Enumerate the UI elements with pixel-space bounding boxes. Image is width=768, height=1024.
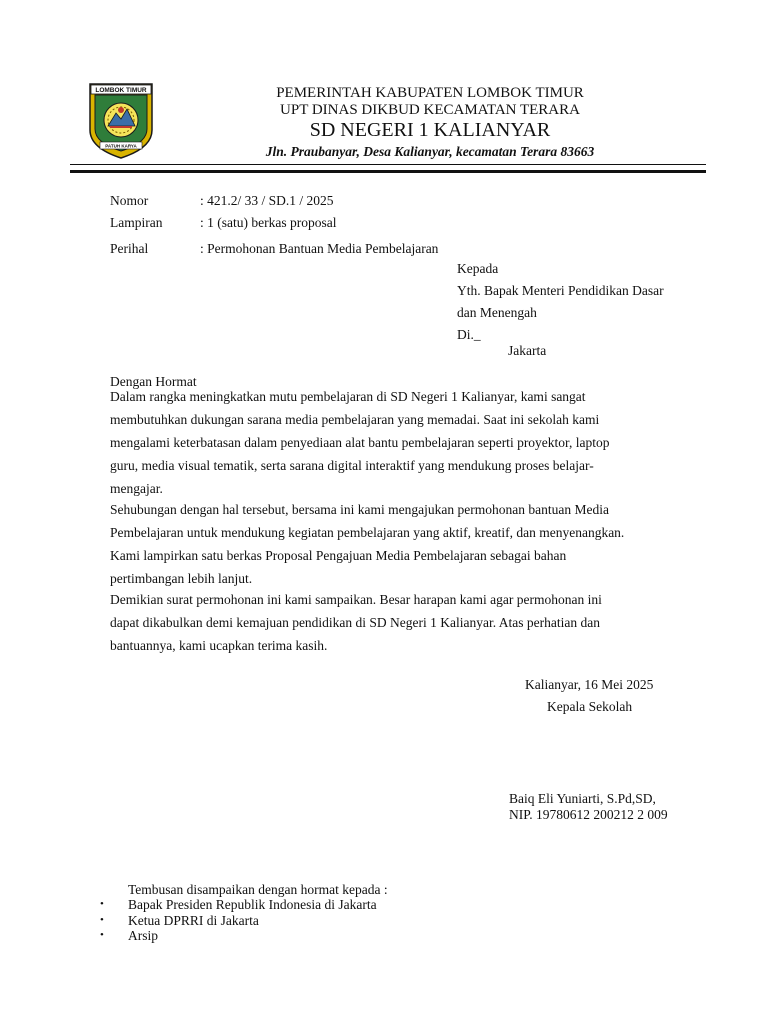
signatory-nip: NIP. 19780612 200212 2 009 (509, 807, 668, 822)
paragraph-line: Sehubungan dengan hal tersebut, bersama ini kami mengajukan permohonan bantuan Media (110, 502, 609, 517)
recipient-di: Di._ (457, 327, 481, 342)
recipient-city: Jakarta (508, 343, 547, 358)
perihal-label: Perihal (110, 241, 149, 256)
paragraph-line: Demikian surat permohonan ini kami sampaikan. Besar harapan kami agar permohonan ini (110, 592, 602, 607)
paragraph-2 (110, 498, 686, 590)
recipient-line-1: Yth. Bapak Menteri Pendidikan Dasar (457, 283, 664, 298)
paragraph-line: mengajar. (110, 481, 163, 496)
svg-text:PATUH KARYA: PATUH KARYA (105, 143, 137, 149)
nomor-label: Nomor (110, 193, 149, 208)
signatory-role: Kepala Sekolah (547, 699, 633, 714)
tembusan-list (100, 897, 377, 944)
paragraph-line: membutuhkan dukungan sarana media pembelajaran yang memadai. Saat ini sekolah kami (110, 412, 600, 427)
svg-text:LOMBOK TIMUR: LOMBOK TIMUR (95, 87, 147, 94)
list-item: • Ketua DPRRI di Jakarta (100, 913, 377, 929)
lampiran-label: Lampiran (110, 215, 163, 230)
list-item: • Arsip (100, 928, 377, 944)
paragraph-line: mengalami keterbatasan dalam penyediaan alat bantu pembelajaran seperti proyektor, laptop (110, 435, 610, 450)
paragraph-line: guru, media visual tematik, serta sarana digital interaktif yang mendukung proses belajar- (110, 458, 594, 473)
paragraph-line: bantuannya, kami ucapkan terima kasih. (110, 638, 328, 653)
header-address: Jln. Praubanyar, Desa Kalianyar, kecamatan Terara 83663 (265, 144, 595, 159)
paragraph-line: Pembelajaran untuk mendukung kegiatan pembelajaran yang aktif, kreatif, dan menyenangkan. (110, 525, 625, 540)
perihal-value: : Permohonan Bantuan Media Pembelajaran (200, 241, 439, 256)
header-school-name: SD NEGERI 1 KALIANYAR (309, 119, 551, 141)
paragraph-3 (110, 588, 686, 657)
nomor-value: : 421.2/ 33 / SD.1 / 2025 (200, 193, 334, 208)
signatory-name: Baiq Eli Yuniarti, S.Pd,SD, (509, 791, 656, 806)
paragraph-line: Dalam rangka meningkatkan mutu pembelajaran di SD Negeri 1 Kalianyar, kami sangat (110, 389, 586, 404)
place-date: Kalianyar, 16 Mei 2025 (525, 677, 654, 692)
paragraph-line: Kami lampirkan satu berkas Proposal Pengajuan Media Pembelajaran sebagai bahan (110, 548, 567, 563)
tembusan-intro: Tembusan disampaikan dengan hormat kepada : (128, 882, 388, 897)
paragraph-line: pertimbangan lebih lanjut. (110, 571, 253, 586)
header-divider-thin (70, 164, 706, 165)
header-government: PEMERINTAH KABUPATEN LOMBOK TIMUR (276, 85, 584, 101)
recipient-kepada: Kepada (457, 261, 499, 276)
recipient-line-2: dan Menengah (457, 305, 537, 320)
lombok-timur-emblem (86, 80, 156, 160)
lampiran-value: : 1 (satu) berkas proposal (200, 215, 337, 230)
paragraph-line: dapat dikabulkan demi kemajuan pendidikan di SD Negeri 1 Kalianyar. Atas perhatian dan (110, 615, 600, 630)
header-department: UPT DINAS DIKBUD KECAMATAN TERARA (280, 102, 580, 118)
list-item: • Bapak Presiden Republik Indonesia di Jakarta (100, 897, 377, 913)
salutation: Dengan Hormat (110, 374, 197, 389)
paragraph-1 (110, 385, 686, 500)
header-divider-thick (70, 170, 706, 173)
